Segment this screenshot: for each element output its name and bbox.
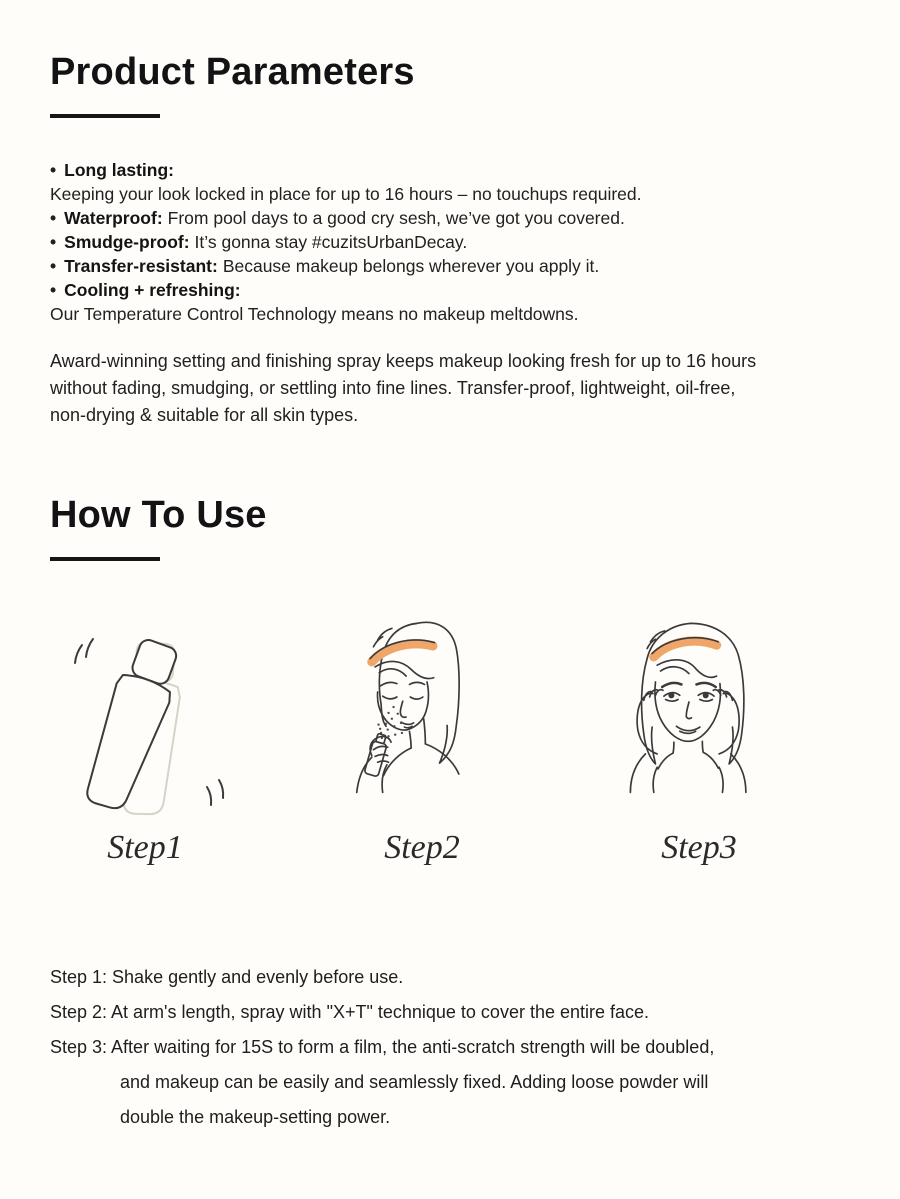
face-lines — [652, 638, 720, 769]
feature-text: Keeping your look locked in place for up to 16 hours – no touchups required. — [50, 184, 642, 204]
woman-spraying-face-illustration — [312, 615, 532, 820]
step-column — [20, 615, 270, 868]
how-to-use-title: How To Use — [50, 494, 267, 536]
step-label: Step1 — [107, 829, 183, 866]
feature-text: Our Temperature Control Technology means no makeup meltdowns. — [50, 304, 579, 324]
step-label: Step3 — [661, 829, 737, 866]
feature-item — [50, 278, 850, 302]
title-underline — [50, 114, 160, 118]
bottle-outline — [76, 634, 187, 815]
product-description — [50, 348, 850, 429]
feature-label: Long lasting: — [64, 160, 174, 180]
bullet-icon: • — [50, 160, 57, 180]
step-label: Step2 — [384, 829, 460, 866]
shaking-bottle-illustration — [35, 615, 255, 820]
step-column — [574, 615, 824, 868]
bullet-icon: • — [50, 280, 57, 300]
feature-item — [50, 302, 850, 326]
bullet-icon: • — [50, 256, 57, 276]
instruction-line: Step 3: After waiting for 15S to form a film, the anti-scratch strength will be doubled, — [50, 1037, 715, 1057]
feature-item — [50, 182, 850, 206]
instruction-line: Step 2: At arm's length, spray with "X+T" technique to cover the entire face. — [50, 1002, 650, 1022]
headband — [654, 641, 717, 657]
instruction-line: and makeup can be easily and seamlessly fixed. Adding loose powder will — [120, 1072, 709, 1092]
description-line: non-drying & suitable for all skin types. — [50, 405, 359, 425]
description-line: without fading, smudging, or settling into fine lines. Transfer-proof, lightweight, oil-free, — [50, 378, 736, 398]
product-parameters-title: Product Parameters — [50, 51, 415, 93]
woman-pressing-cheeks-illustration — [589, 615, 809, 820]
feature-label: Smudge-proof: — [64, 232, 190, 252]
feature-label: Transfer-resistant: — [64, 256, 218, 276]
feature-label: Cooling + refreshing: — [64, 280, 241, 300]
instruction-line: double the makeup-setting power. — [120, 1107, 391, 1127]
feature-item — [50, 206, 850, 230]
step-instructions — [50, 960, 850, 1135]
instruction-line: Step 1: Shake gently and evenly before use. — [50, 967, 404, 987]
feature-text: Because makeup belongs wherever you apply it. — [222, 256, 600, 276]
how-to-use-section — [50, 493, 850, 561]
step-column — [297, 615, 547, 868]
feature-label: Waterproof: — [64, 208, 163, 228]
product-parameters-section — [50, 50, 850, 429]
feature-list — [50, 158, 850, 326]
bullet-icon: • — [50, 232, 57, 252]
steps-row — [0, 615, 900, 868]
title-underline — [50, 557, 160, 561]
feature-item — [50, 158, 850, 182]
feature-text: From pool days to a good cry sesh, we’ve got you covered. — [167, 208, 625, 228]
feature-item — [50, 230, 850, 254]
headband — [372, 644, 433, 662]
description-line: Award-winning setting and finishing spray keeps makeup looking fresh for up to 16 hours — [50, 351, 757, 371]
feature-item — [50, 254, 850, 278]
bullet-icon: • — [50, 208, 57, 228]
feature-text: It’s gonna stay #cuzitsUrbanDecay. — [194, 232, 468, 252]
